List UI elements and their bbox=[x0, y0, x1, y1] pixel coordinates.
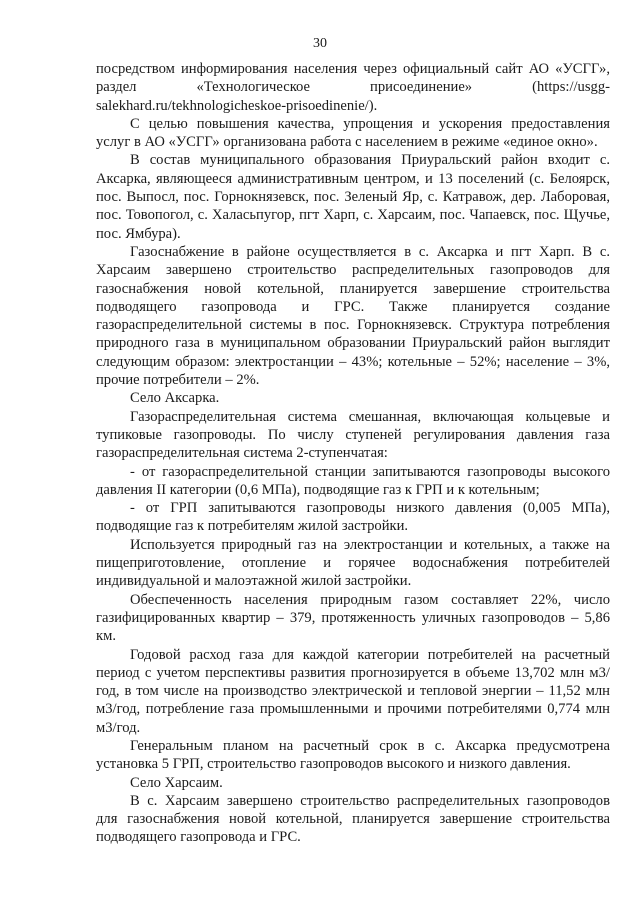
list-item-low-pressure: - от ГРП запитываются газопроводы низкого давления (0,005 МПа), подводящие газ к потребителям жилой застройки. bbox=[96, 500, 610, 535]
paragraph-kharsaim-status: В с. Харсаим завершено строительство распределительных газопроводов для газоснабжения новой котельной, планируется завершение строительства подводящего газопровода и ГРС. bbox=[96, 792, 610, 846]
list-item-high-pressure: - от газораспределительной станции запитываются газопроводы высокого давления II категории (0,6 МПа), подводящие газ к ГРП и к котельным; bbox=[96, 463, 610, 498]
paragraph-gas-supply-structure: Газоснабжение в районе осуществляется в с. Аксарка и пгт Харп. В с. Харсаим завершено строительство распределительных газопроводов для газоснабжения новой котельной, планируется завершение строительства подводящего газопровода и ГРС. Также планируется создание газораспределительной системы в пос. Горнокнязевск. Структура потребления природного газа в муниципальном образовании Приуральский район выглядит следующим образом: электростанции – 43%; котельные – 52%; население – 3%, прочие потребители – 2%. bbox=[96, 243, 610, 389]
paragraph-annual-consumption: Годовой расход газа для каждой категории потребителей на расчетный период с учетом перспективы развития прогнозируется в объеме 13,702 млн м3/год, в том числе на производство электрической и тепловой энергии – 11,52 млн м3/год, потребление газа промышленными и прочими потребителями 0,774 млн м3/год. bbox=[96, 646, 610, 736]
paragraph-website-info: посредством информирования населения через официальный сайт АО «УСГГ», раздел «Технологическое присоединение» (https://usgg-salekhard.ru/tekhnologicheskoe-prisoedinenie/). bbox=[96, 61, 610, 114]
paragraph-single-window: С целью повышения качества, упрощения и ускорения предоставления услуг в АО «УСГГ» организована работа с населением в режиме «единое окно». bbox=[96, 115, 610, 151]
paragraph-gas-system-type: Газораспределительная система смешанная, включающая кольцевые и тупиковые газопроводы. По числу ступеней регулирования давления газа газораспределительная система 2-ступенчатая: bbox=[96, 408, 610, 462]
page-body bbox=[96, 60, 610, 847]
section-heading-aksarka: Село Аксарка. bbox=[130, 390, 220, 407]
section-heading-kharsaim: Село Харсаим. bbox=[130, 774, 223, 791]
paragraph-municipality-composition: В состав муниципального образования Приуральский район входит с. Аксарка, являющееся административным центром, и 13 поселений (с. Белоярск, пос. Выпосл, пос. Горнокнязевск, пос. Зеленый Яр, с. Катравож, дер. Лаборовая, пос. Товопогол, с. Халасьпугор, пгт Харп, с. Харсаим, пос. Чапаевск, пос. Щучье, пос. Ямбура). bbox=[96, 152, 610, 242]
paragraph-gas-provision: Обеспеченность населения природным газом составляет 22%, число газифицированных квартир – 379, протяженность уличных газопроводов – 5,86 км. bbox=[96, 591, 610, 645]
paragraph-gas-usage: Используется природный газ на электростанции и котельных, а также на пищеприготовление, отопление и горячее водоснабжения потребителей индивидуальной и малоэтажной жилой застройки. bbox=[96, 536, 610, 590]
paragraph-general-plan: Генеральным планом на расчетный срок в с. Аксарка предусмотрена установка 5 ГРП, строительство газопроводов высокого и низкого давления. bbox=[96, 737, 610, 773]
page-number: 30 bbox=[313, 36, 327, 51]
